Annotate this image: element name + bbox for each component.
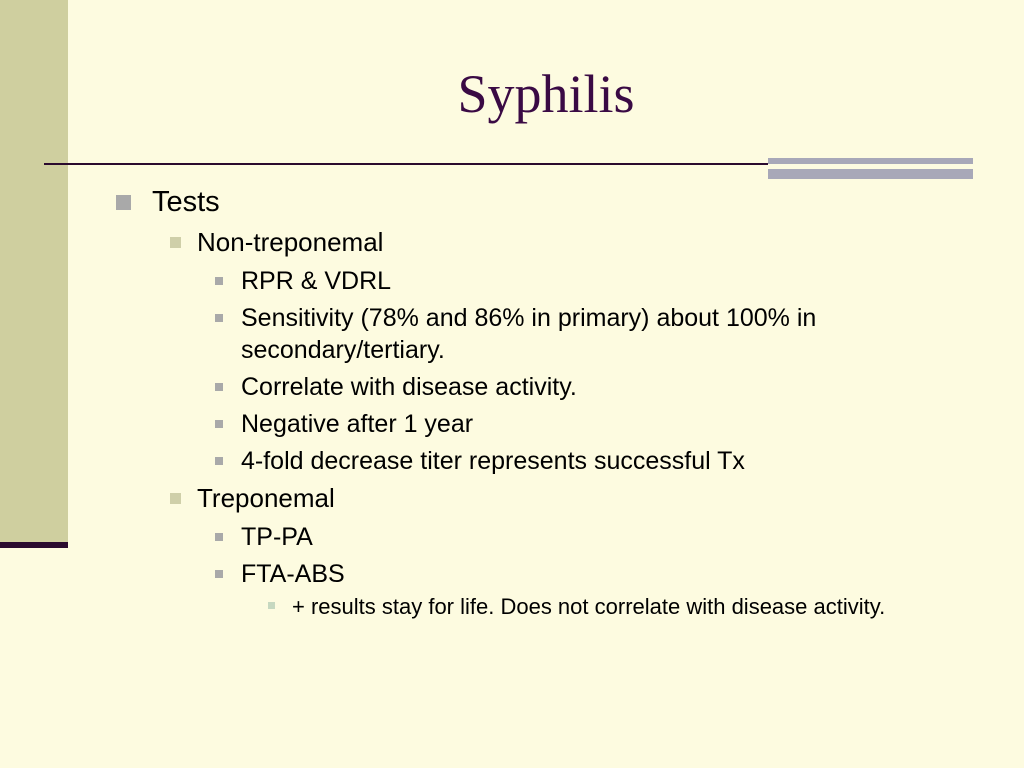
list-item <box>108 371 968 403</box>
square-bullet-icon <box>215 383 223 391</box>
list-item <box>108 408 968 440</box>
list-item <box>108 521 968 553</box>
list-item-text: + results stay for life. Does not correlate with disease activity. <box>292 594 886 619</box>
list-item-text: Sensitivity (78% and 86% in primary) about 100% in secondary/tertiary. <box>241 304 817 364</box>
list-item <box>108 481 968 516</box>
list-item-text: Negative after 1 year <box>241 410 474 438</box>
square-bullet-icon <box>268 602 275 609</box>
list-item-text: 4-fold decrease titer represents successful Tx <box>241 447 745 475</box>
list-item-text: TP-PA <box>241 523 313 551</box>
square-bullet-icon <box>215 457 223 465</box>
square-bullet-icon <box>116 195 131 210</box>
list-item-text: RPR & VDRL <box>241 267 392 295</box>
list-item <box>108 445 968 477</box>
list-item-text: Non-treponemal <box>197 227 384 257</box>
square-bullet-icon <box>170 237 181 248</box>
square-bullet-icon <box>170 493 181 504</box>
square-bullet-icon <box>215 533 223 541</box>
list-item-text: Tests <box>152 186 220 218</box>
list-item-text: Treponemal <box>197 483 335 513</box>
left-accent-band-bottom-rule <box>0 542 68 548</box>
title-underline <box>44 163 770 165</box>
square-bullet-icon <box>215 570 223 578</box>
left-accent-band <box>0 0 68 545</box>
title-underline-accent <box>768 158 973 179</box>
list-item <box>108 593 968 620</box>
list-item <box>108 225 968 260</box>
square-bullet-icon <box>215 314 223 322</box>
list-item-text: FTA-ABS <box>241 560 345 588</box>
list-item <box>108 302 968 366</box>
list-item <box>108 183 968 221</box>
square-bullet-icon <box>215 420 223 428</box>
list-item-text: Correlate with disease activity. <box>241 373 577 401</box>
slide-title: Syphilis <box>457 64 635 124</box>
square-bullet-icon <box>215 277 223 285</box>
list-item <box>108 558 968 590</box>
bullet-list <box>108 183 968 620</box>
list-item <box>108 265 968 297</box>
